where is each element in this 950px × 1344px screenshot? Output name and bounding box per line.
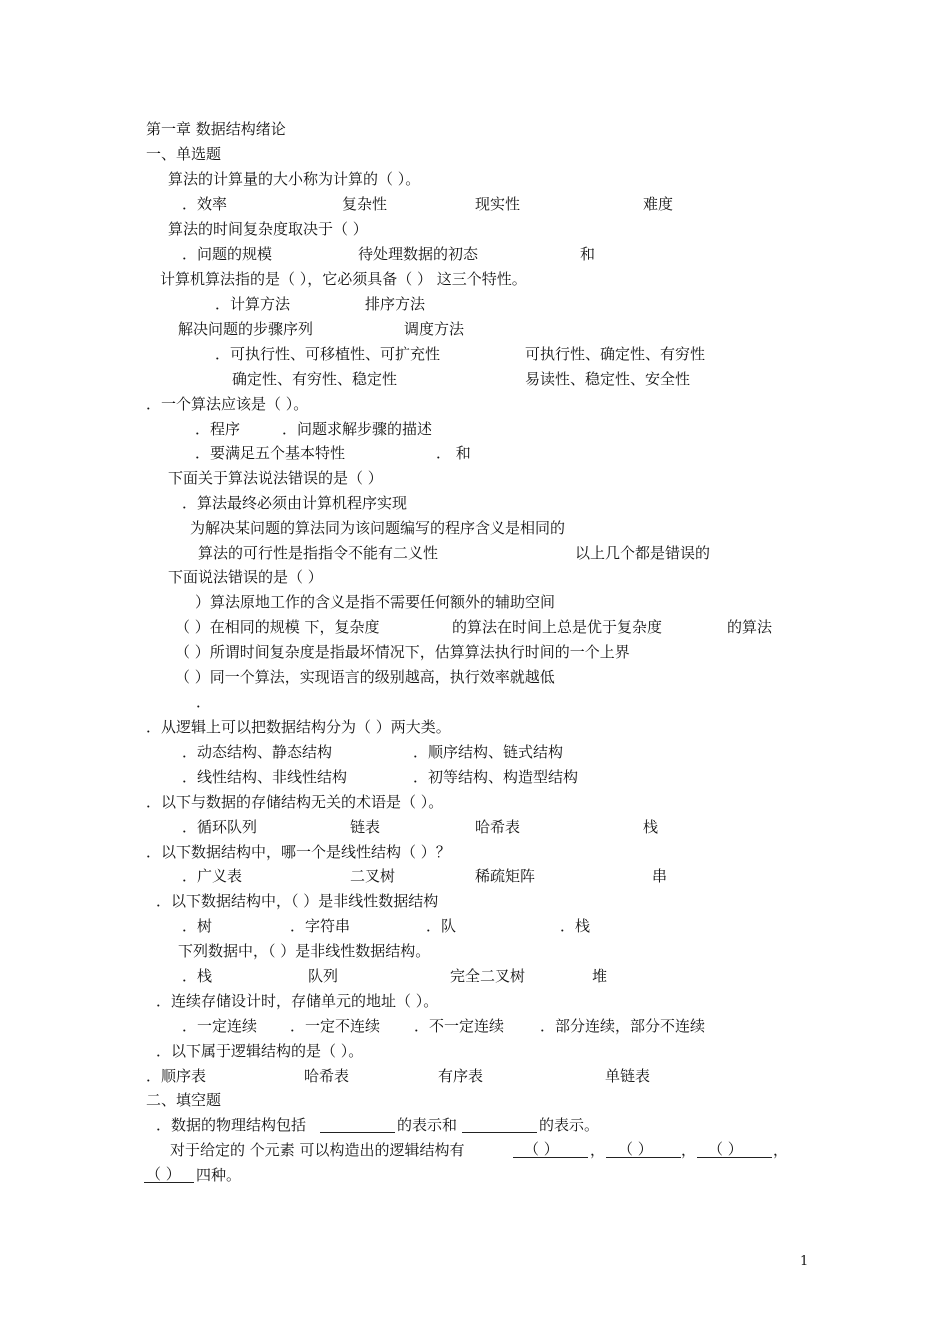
question-text: 计算机算法指的是（ ），它必须具备（ ） 这三个特性。 [160,270,527,288]
option-text: 队列 [308,967,339,985]
blank-parentheses: （ ） [708,1140,743,1158]
option-text: 解决问题的步骤序列 [178,320,314,338]
option-text: 的算法在时间上总是优于复杂度 [452,618,663,636]
option-text: 串 [652,867,668,885]
option-text: 待处理数据的初态 [358,245,479,263]
question-text: ．以下与数据的存储结构无关的术语是（ ）。 [146,793,444,811]
option-text: ．计算方法 [215,295,291,313]
option-text: ．一定不连续 [290,1017,381,1035]
option-text: （ ）在相同的规模 下，复杂度 [175,618,380,636]
option-text: 二叉树 [350,867,396,885]
fill-question-text: 对于给定的 个元素 可以构造出的逻辑结构有 [170,1141,465,1159]
option-text: 易读性、稳定性、安全性 [525,370,691,388]
option-text: ）算法原地工作的含义是指不需要任何额外的辅助空间 [195,593,556,611]
option-text: ． 和 [436,444,471,462]
option-text: 堆 [592,967,608,985]
option-text: ． [196,693,212,711]
option-text: 调度方法 [404,320,465,338]
question-text: 下列数据中，（ ）是非线性数据结构。 [178,942,431,960]
question-text: ．以下数据结构中，（ ）是非线性数据结构 [156,892,439,910]
option-text: ．算法最终必须由计算机程序实现 [182,494,408,512]
option-text: ．字符串 [290,917,351,935]
option-text: ．栈 [182,967,213,985]
option-text: ．广义表 [182,867,243,885]
option-text: 算法的可行性是指指令不能有二义性 [198,544,439,562]
question-text: 算法的计算量的大小称为计算的（ ）。 [168,170,421,188]
option-text: 有序表 [438,1067,484,1085]
question-text: 下面关于算法说法错误的是（ ） [168,469,383,487]
separator-comma: ， [590,1141,606,1159]
question-text: 下面说法错误的是（ ） [168,568,323,586]
option-text: 以上几个都是错误的 [575,544,711,562]
blank-parentheses: （ ） [524,1140,559,1158]
option-text: ．效率 [182,195,228,213]
question-text: ．连续存储设计时，存储单元的地址（ ）。 [156,992,439,1010]
question-text: ．以下属于逻辑结构的是（ ）。 [156,1042,364,1060]
option-text: 的算法 [727,618,773,636]
fill-question-text: 的表示和 [397,1116,458,1134]
option-text: 链表 [350,818,381,836]
option-text: ．线性结构、非线性结构 [182,768,348,786]
answer-blank[interactable] [462,1116,537,1133]
page-number: 1 [800,1254,809,1269]
fill-question-text: 四种。 [196,1166,242,1184]
option-text: 单链表 [605,1067,651,1085]
option-text: ．顺序结构、链式结构 [413,743,564,761]
chapter-title: 第一章 数据结构绪论 [146,120,286,138]
option-text: 确定性、有穷性、稳定性 [232,370,398,388]
option-text: ．初等结构、构造型结构 [413,768,579,786]
option-text: ．栈 [560,917,591,935]
separator-comma: ， [681,1141,697,1159]
option-text: ．动态结构、静态结构 [182,743,333,761]
option-text: 可执行性、确定性、有穷性 [525,345,706,363]
option-text: 和 [580,245,596,263]
option-text: ．程序 [195,420,241,438]
option-text: （ ）同一个算法，实现语言的级别越高，执行效率就越低 [175,668,555,686]
option-text: 复杂性 [342,195,388,213]
question-text: 算法的时间复杂度取决于（ ） [168,220,368,238]
option-text: ．循环队列 [182,818,258,836]
option-text: 为解决某问题的算法同为该问题编写的程序含义是相同的 [190,519,566,537]
fill-question-text: ．数据的物理结构包括 [156,1116,307,1134]
option-text: 现实性 [475,195,521,213]
option-text: ．顺序表 [146,1067,207,1085]
separator-comma: ， [773,1141,789,1159]
section-heading-single-choice: 一、单选题 [146,145,222,163]
option-text: 完全二叉树 [450,967,526,985]
answer-blank[interactable] [320,1116,395,1133]
option-text: 难度 [643,195,674,213]
blank-parentheses: （ ） [618,1140,653,1158]
option-text: ．树 [182,917,213,935]
option-text: ．可执行性、可移植性、可扩充性 [215,345,441,363]
option-text: ．不一定连续 [414,1017,505,1035]
option-text: ．问题的规模 [182,245,273,263]
option-text: ．一定连续 [182,1017,258,1035]
option-text: 哈希表 [475,818,521,836]
option-text: ．要满足五个基本特性 [195,444,346,462]
option-text: ．问题求解步骤的描述 [282,420,433,438]
question-text: ．以下数据结构中，哪一个是线性结构（ ）？ [146,843,451,861]
option-text: 哈希表 [304,1067,350,1085]
option-text: ．部分连续，部分不连续 [540,1017,706,1035]
blank-parentheses: （ ） [146,1165,181,1183]
section-heading-fill-blank: 二、填空题 [146,1091,222,1109]
question-text: ．从逻辑上可以把数据结构分为（ ）两大类。 [146,718,451,736]
option-text: 栈 [643,818,659,836]
fill-question-text: 的表示。 [539,1116,600,1134]
question-text: ．一个算法应该是（ ）。 [146,395,309,413]
option-text: 稀疏矩阵 [475,867,536,885]
option-text: （ ）所谓时间复杂度是指最坏情况下，估算算法执行时间的一个上界 [175,643,630,661]
option-text: ．队 [426,917,457,935]
option-text: 排序方法 [365,295,426,313]
